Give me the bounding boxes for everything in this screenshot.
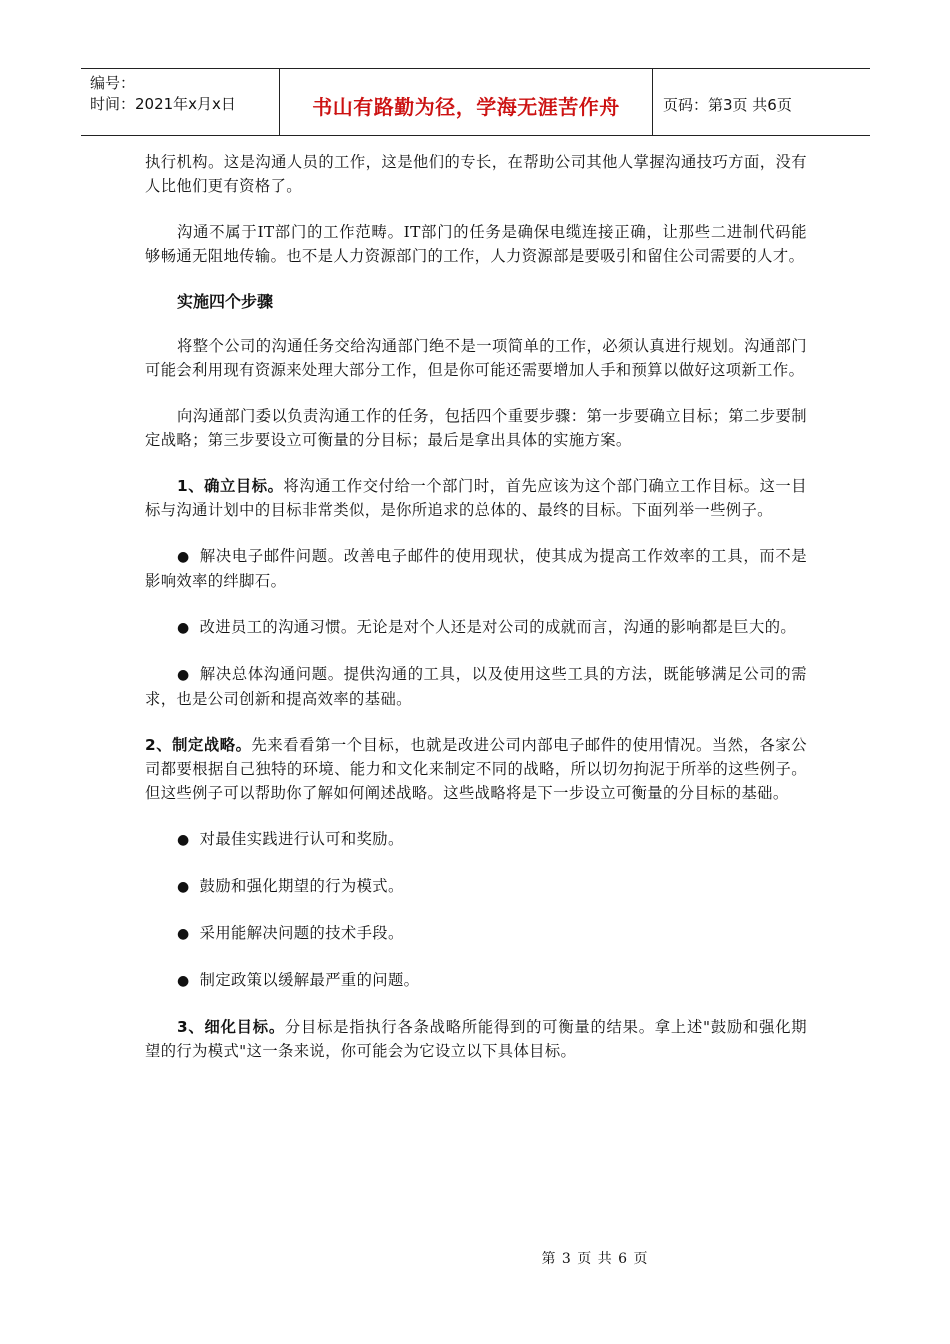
bullet-icon: ● — [177, 549, 190, 565]
bullet-text: 采用能解决问题的技术手段。 — [199, 924, 404, 942]
bullet-text: 解决总体沟通问题。提供沟通的工具，以及使用这些工具的方法，既能够满足公司的需求，也是公司创新和提高效率的基础。 — [145, 665, 807, 708]
step-1-paragraph — [145, 474, 807, 522]
paragraph-3: 将整个公司的沟通任务交给沟通部门绝不是一项简单的工作，必须认真进行规划。沟通部门可能会利用现有资源来处理大部分工作，但是你可能还需要增加人手和预算以做好这项新工作。 — [145, 337, 807, 379]
page-info: 页码：第3页 共6页 — [663, 95, 792, 114]
bullet-item — [145, 544, 807, 593]
bullet-item — [145, 662, 807, 711]
step-2-title: 2、制定战略。 — [145, 736, 252, 754]
bullet-icon: ● — [177, 926, 190, 942]
page-footer — [0, 1248, 950, 1268]
header-page-cell — [653, 69, 870, 135]
bullet-item — [177, 921, 807, 946]
header-meta-cell — [81, 69, 280, 135]
bullet-item — [177, 827, 807, 852]
bullet-icon: ● — [177, 832, 190, 848]
bullet-icon: ● — [177, 667, 190, 683]
step-3-text: 分目标是指执行各条战略所能得到的可衡量的结果。拿上述"鼓励和强化期望的行为模式"这一条来说，你可能会为它设立以下具体目标。 — [145, 1018, 807, 1060]
bullet-item — [145, 615, 807, 640]
footer-page-number: 第 3 页 共 6 页 — [541, 1251, 649, 1267]
bullet-item — [177, 968, 807, 993]
step-1-text: 将沟通工作交付给一个部门时，首先应该为这个部门确立工作目标。这一目标与沟通计划中的目标非常类似，是你所追求的总体的、最终的目标。下面列举一些例子。 — [145, 477, 808, 519]
header-table — [81, 68, 870, 136]
time-label: 时间：2021年x月x日 — [90, 95, 236, 113]
paragraph-4: 向沟通部门委以负责沟通工作的任务，包括四个重要步骤：第一步要确立目标；第二步要制定战略；第三步要设立可衡量的分目标；最后是拿出具体的实施方案。 — [145, 407, 807, 449]
step-3-paragraph — [145, 1015, 807, 1063]
step-1-title: 1、确立目标。 — [177, 477, 284, 495]
header-motto-cell — [280, 69, 653, 135]
bullet-text: 制定政策以缓解最严重的问题。 — [199, 971, 420, 989]
section-heading: 实施四个步骤 — [177, 292, 274, 311]
motto-text: 书山有路勤为径，学海无涯苦作舟 — [312, 94, 620, 119]
step-2-text: 先来看看第一个目标，也就是改进公司内部电子邮件的使用情况。当然，各家公司都要根据自己独特的环境、能力和文化来制定不同的战略，所以切勿拘泥于所举的这些例子。但这些例子可以帮助你了解如何阐述战略。这些战略将是下一步设立可衡量的分目标的基础。 — [145, 736, 807, 802]
bullet-text: 解决电子邮件问题。改善电子邮件的使用现状，使其成为提高工作效率的工具，而不是影响效率的绊脚石。 — [145, 547, 807, 590]
bullet-icon: ● — [177, 879, 190, 895]
step-3-title: 3、细化目标。 — [177, 1018, 285, 1036]
bullet-text: 鼓励和强化期望的行为模式。 — [199, 877, 404, 895]
bullet-text: 改进员工的沟通习惯。无论是对个人还是对公司的成就而言，沟通的影响都是巨大的。 — [199, 618, 797, 636]
step-2-paragraph — [145, 733, 807, 805]
bullet-item — [177, 874, 807, 899]
body-content — [145, 150, 807, 1085]
paragraph-2: 沟通不属于IT部门的工作范畴。IT部门的任务是确保电缆连接正确，让那些二进制代码能够畅通无阻地传输。也不是人力资源部门的工作，人力资源部是要吸引和留住公司需要的人才。 — [145, 223, 807, 265]
bullet-icon: ● — [177, 620, 190, 636]
paragraph-1: 执行机构。这是沟通人员的工作，这是他们的专长，在帮助公司其他人掌握沟通技巧方面，没有人比他们更有资格了。 — [145, 153, 807, 195]
number-label: 编号： — [90, 74, 136, 92]
bullet-icon: ● — [177, 973, 190, 989]
bullet-text: 对最佳实践进行认可和奖励。 — [199, 830, 404, 848]
